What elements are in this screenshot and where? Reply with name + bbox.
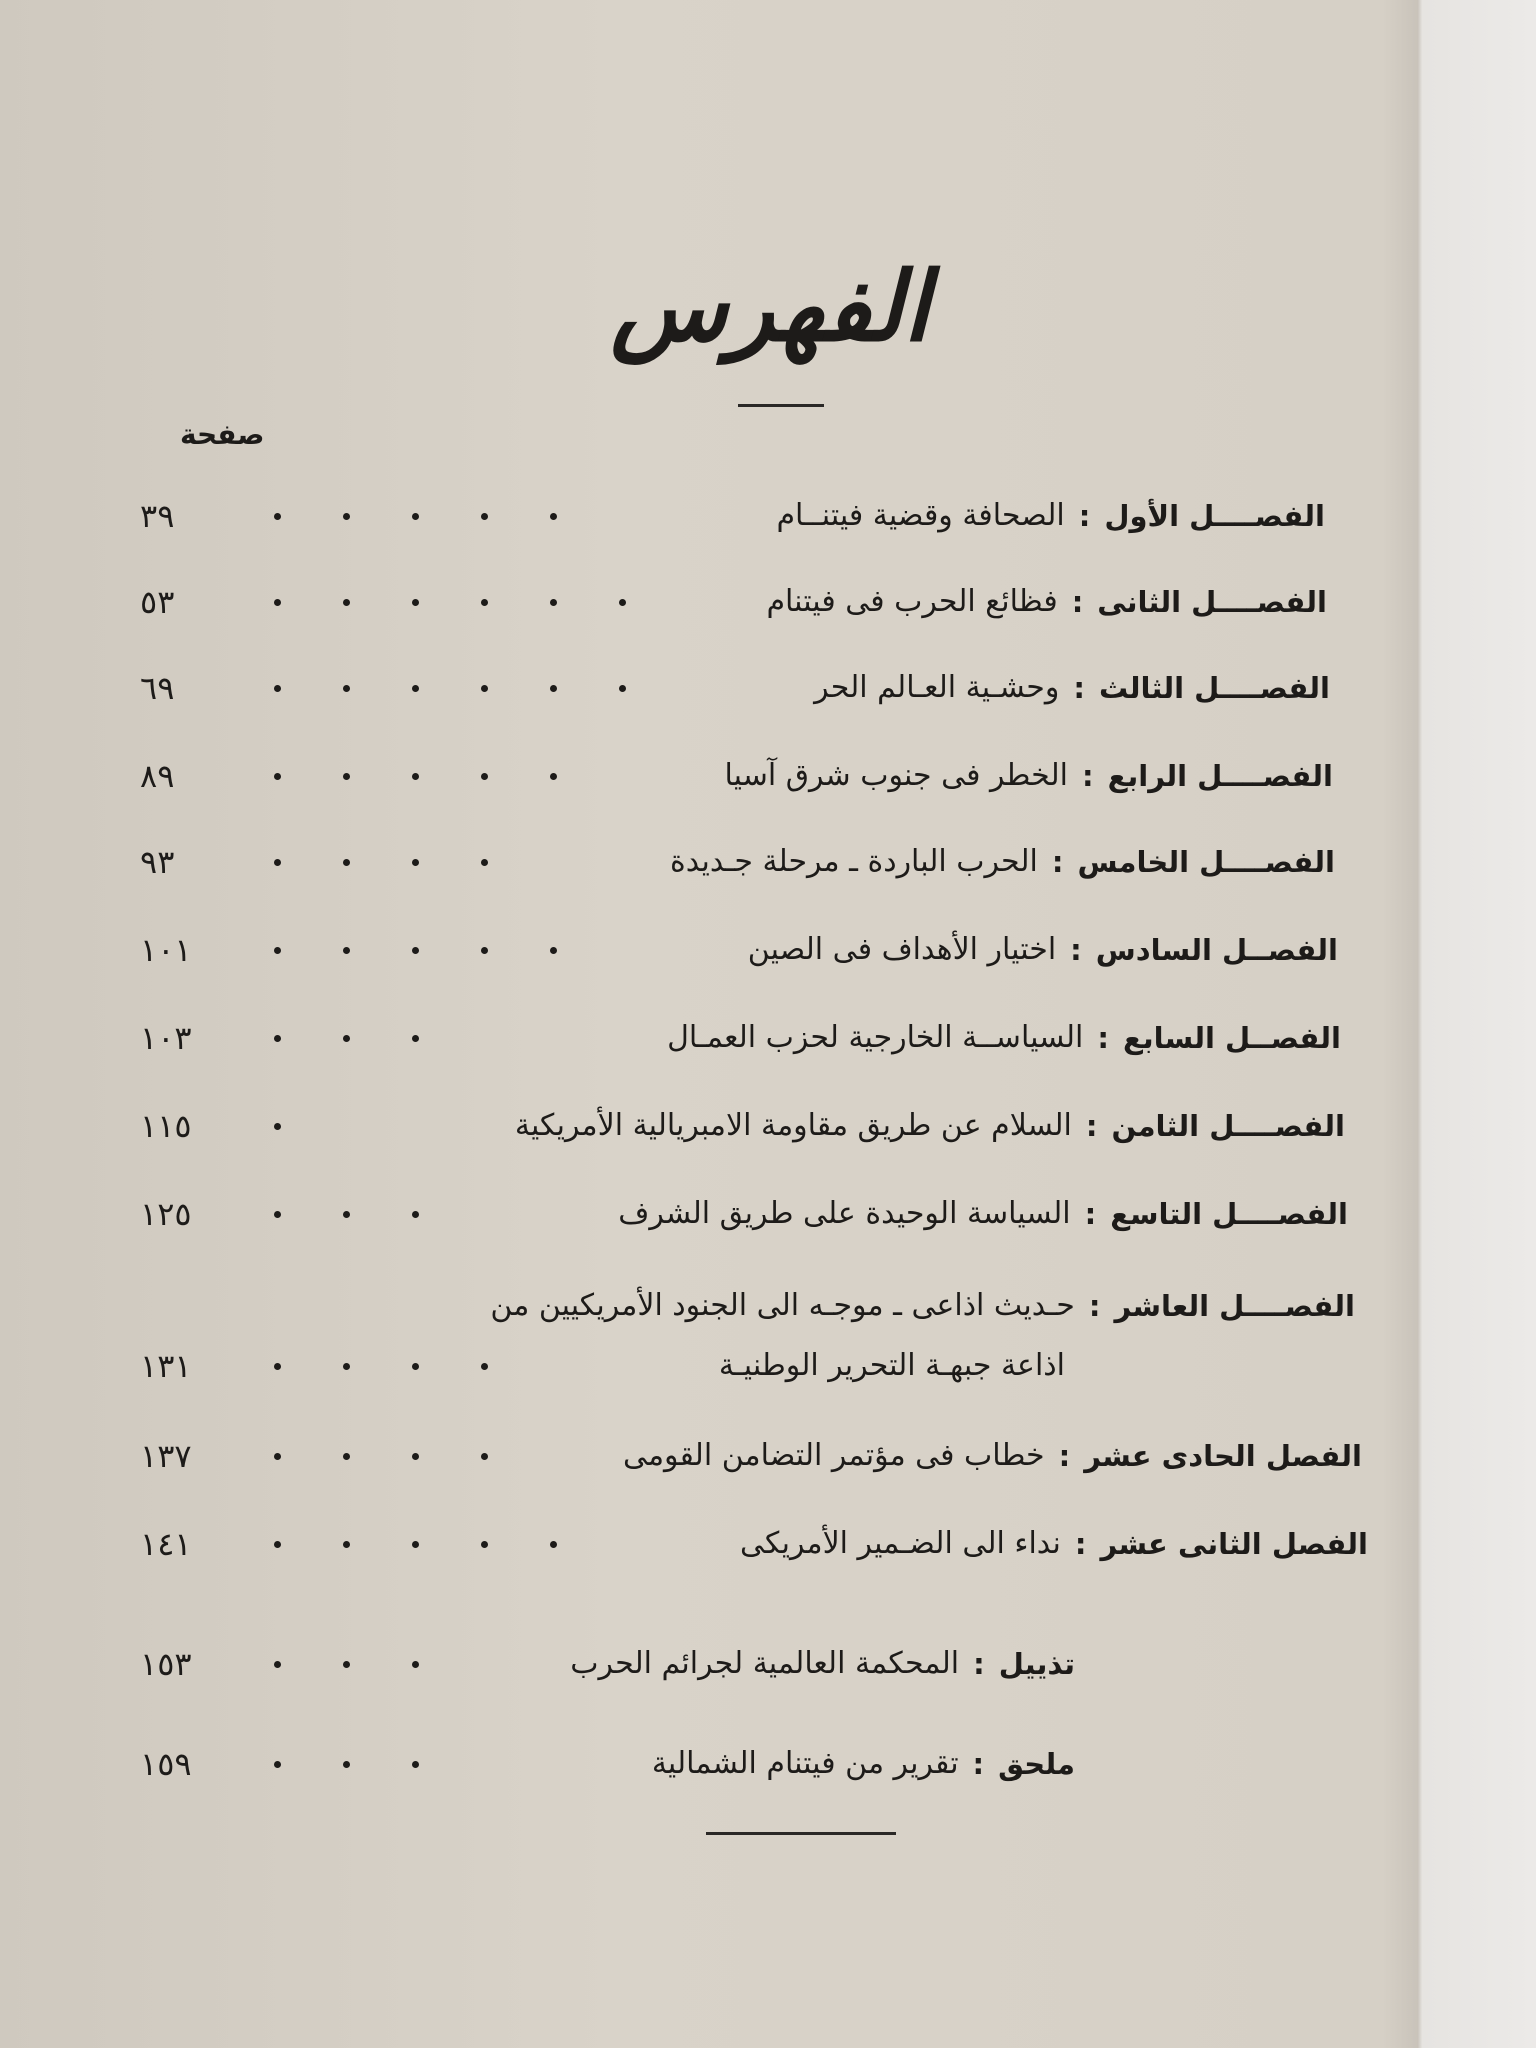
leader-dot xyxy=(481,599,488,606)
leader-dot xyxy=(274,773,281,780)
leader-dot xyxy=(343,773,350,780)
leader-dot xyxy=(274,1453,281,1460)
entry-label: تذييل xyxy=(998,1647,1075,1681)
entry-page-number: ٦٩ xyxy=(140,669,175,707)
leader-dot xyxy=(412,1035,419,1042)
entry-page-number: ١٤١ xyxy=(140,1525,192,1563)
leader-dots xyxy=(250,1211,618,1218)
leader-dot xyxy=(343,685,350,692)
leader-dot xyxy=(412,859,419,866)
entry-title-continued: اذاعة جبهـة التحرير الوطنيـة xyxy=(718,1348,1065,1383)
entry-colon: : xyxy=(1071,585,1084,619)
leader-dot xyxy=(481,1453,488,1460)
leader-dot xyxy=(274,1541,281,1548)
entry-page-number: ١٢٥ xyxy=(140,1195,192,1233)
leader-dot xyxy=(343,1661,350,1668)
leader-dots xyxy=(250,1761,652,1768)
leader-dots xyxy=(250,1453,623,1460)
leader-dot xyxy=(412,1541,419,1548)
entry-label: الفصــــل الرابع xyxy=(1107,759,1333,793)
entry-title: الخطر فى جنوب شرق آسيا xyxy=(724,758,1068,793)
leader-dot xyxy=(412,1211,419,1218)
leader-dot xyxy=(619,685,626,692)
entry-title: فظائع الحرب فى فيتنام xyxy=(766,584,1058,619)
leader-dots xyxy=(250,859,670,866)
entry-colon: : xyxy=(1084,1197,1097,1231)
leader-dot xyxy=(481,1541,488,1548)
toc-entry xyxy=(140,1102,1345,1150)
entry-colon: : xyxy=(1081,759,1094,793)
entry-label: الفصــــل العاشر xyxy=(1114,1289,1355,1323)
entry-label: الفصــل السابع xyxy=(1122,1021,1341,1055)
entry-label: الفصــــل الثالث xyxy=(1098,671,1330,705)
leader-dot xyxy=(550,513,557,520)
leader-dot xyxy=(412,773,419,780)
entry-colon: : xyxy=(1070,933,1082,967)
leader-dot xyxy=(274,1761,281,1768)
entry-title: نداء الى الضـمير الأمريكى xyxy=(740,1526,1061,1561)
leader-dot xyxy=(412,947,419,954)
entry-colon: : xyxy=(973,1647,985,1681)
entry-page-number: ١٥٩ xyxy=(140,1745,192,1783)
leader-dot xyxy=(274,1035,281,1042)
leader-dot xyxy=(412,1661,419,1668)
entry-label: الفصــــل التاسع xyxy=(1110,1197,1348,1231)
leader-dot xyxy=(412,1363,419,1370)
entry-title: المحكمة العالمية لجرائم الحرب xyxy=(570,1646,960,1681)
leader-dot xyxy=(481,1363,488,1370)
leader-dot xyxy=(343,1363,350,1370)
leader-dot xyxy=(481,859,488,866)
toc-entry xyxy=(140,752,1333,800)
entry-title: السلام عن طريق مقاومة الامبريالية الأمريكية xyxy=(514,1108,1072,1143)
entry-title: السياسة الوحيدة على طريق الشرف xyxy=(618,1196,1071,1231)
leader-dot xyxy=(274,1211,281,1218)
leader-dot xyxy=(274,685,281,692)
entry-label: الفصــــل الثامن xyxy=(1111,1109,1345,1143)
leader-dot xyxy=(550,947,557,954)
entry-page-number: ١٥٣ xyxy=(140,1645,192,1683)
entry-colon: : xyxy=(1074,1527,1087,1561)
entry-page-number: ١١٥ xyxy=(140,1107,192,1145)
toc-entry xyxy=(140,664,1330,712)
toc-entry xyxy=(140,838,1335,886)
toc-entry xyxy=(140,1640,1075,1688)
leader-dot xyxy=(343,947,350,954)
entry-colon: : xyxy=(972,1747,985,1781)
entry-title: وحشـية العـالم الحر xyxy=(814,670,1060,705)
leader-dot xyxy=(274,1123,281,1130)
leader-dot xyxy=(274,513,281,520)
leader-dot xyxy=(412,599,419,606)
entry-colon: : xyxy=(1085,1109,1098,1143)
leader-dots xyxy=(250,685,814,692)
leader-dot xyxy=(412,1453,419,1460)
toc-entry xyxy=(140,1740,1075,1788)
toc-entry xyxy=(140,1282,1355,1330)
leader-dot xyxy=(550,1541,557,1548)
leader-dots xyxy=(250,1541,740,1548)
leader-dot xyxy=(274,859,281,866)
leader-dots xyxy=(250,513,776,520)
leader-dot xyxy=(619,599,626,606)
leader-dot xyxy=(274,947,281,954)
entry-colon: : xyxy=(1051,845,1064,879)
toc-entry xyxy=(140,492,1325,540)
entry-colon: : xyxy=(1078,499,1091,533)
entry-title: خطاب فى مؤتمر التضامن القومى xyxy=(622,1438,1045,1473)
entry-colon: : xyxy=(1058,1439,1071,1473)
leader-dot xyxy=(481,947,488,954)
leader-dot xyxy=(274,599,281,606)
entry-colon: : xyxy=(1073,671,1085,705)
toc-entry xyxy=(140,1190,1348,1238)
end-divider xyxy=(706,1832,896,1835)
leader-dot xyxy=(343,1541,350,1548)
leader-dot xyxy=(481,513,488,520)
leader-dots xyxy=(250,1123,515,1130)
toc-entry-continued xyxy=(140,1342,1065,1390)
leader-dot xyxy=(343,513,350,520)
leader-dots xyxy=(250,1035,667,1042)
leader-dot xyxy=(274,1363,281,1370)
toc-entry xyxy=(140,1014,1341,1062)
entry-page-number: ١٠٣ xyxy=(140,1019,192,1057)
leader-dot xyxy=(343,1211,350,1218)
entry-page-number: ٥٣ xyxy=(140,583,175,621)
toc-entry xyxy=(140,578,1327,626)
page-title: الفهرس xyxy=(610,251,930,363)
entry-label: الفصــــل الخامس xyxy=(1077,845,1335,879)
leader-dot xyxy=(343,1035,350,1042)
entry-page-number: ١٠١ xyxy=(140,931,192,969)
leader-dots xyxy=(250,1661,570,1668)
entry-title: الصحافة وقضية فيتنــام xyxy=(776,498,1065,533)
leader-dot xyxy=(343,599,350,606)
entry-title: اختيار الأهداف فى الصين xyxy=(747,932,1057,967)
toc-entry xyxy=(140,1520,1368,1568)
leader-dots xyxy=(250,773,725,780)
entry-label: ملحق xyxy=(998,1747,1075,1781)
entry-colon: : xyxy=(1097,1021,1109,1055)
entry-page-number: ٨٩ xyxy=(140,757,175,795)
entry-label: الفصــــل الثانى xyxy=(1097,585,1327,619)
leader-dot xyxy=(481,773,488,780)
leader-dot xyxy=(412,513,419,520)
entry-title: السياســة الخارجية لحزب العمـال xyxy=(667,1020,1084,1055)
entry-label: الفصل الثانى عشر xyxy=(1100,1527,1368,1561)
entry-label: الفصــل السادس xyxy=(1095,933,1338,967)
leader-dots xyxy=(250,947,748,954)
entry-label: الفصــــل الأول xyxy=(1104,499,1325,533)
leader-dot xyxy=(550,685,557,692)
leader-dot xyxy=(412,685,419,692)
leader-dot xyxy=(343,1761,350,1768)
title-divider xyxy=(738,404,824,407)
entry-page-number: ١٣٧ xyxy=(140,1437,192,1475)
entry-page-number: ٣٩ xyxy=(140,497,175,535)
leader-dot xyxy=(481,685,488,692)
page-column-header: صفحة xyxy=(180,418,265,451)
leader-dots xyxy=(250,1363,719,1370)
leader-dot xyxy=(412,1761,419,1768)
entry-page-number: ١٣١ xyxy=(140,1347,192,1385)
leader-dot xyxy=(343,1453,350,1460)
leader-dot xyxy=(274,1661,281,1668)
toc-entry xyxy=(140,926,1338,974)
entry-title: تقرير من فيتنام الشمالية xyxy=(651,1746,959,1781)
leader-dot xyxy=(550,773,557,780)
leader-dot xyxy=(550,599,557,606)
toc-entry xyxy=(140,1432,1362,1480)
entry-label: الفصل الحادى عشر xyxy=(1084,1439,1362,1473)
entry-title: حـديث اذاعى ـ موجـه الى الجنود الأمريكيين من xyxy=(490,1288,1075,1323)
entry-title: الحرب الباردة ـ مرحلة جـديدة xyxy=(670,844,1038,879)
entry-page-number: ٩٣ xyxy=(140,843,175,881)
entry-colon: : xyxy=(1088,1289,1101,1323)
leader-dot xyxy=(343,859,350,866)
leader-dots xyxy=(250,599,766,606)
